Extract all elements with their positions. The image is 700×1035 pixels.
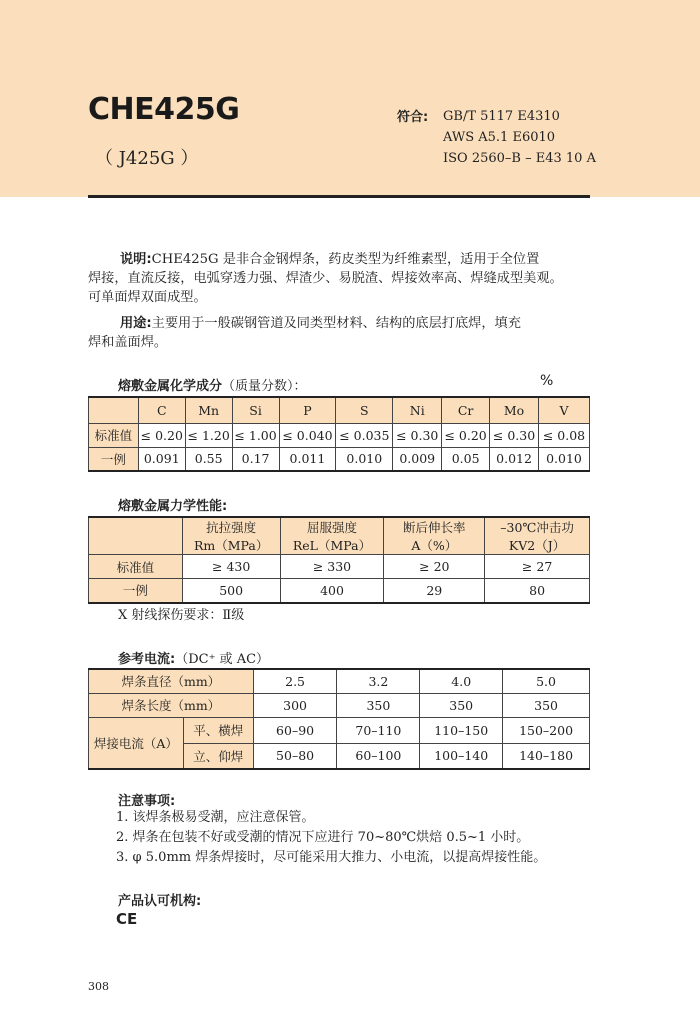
table-row — [89, 669, 590, 693]
notes-title: 注意事项: — [118, 794, 176, 809]
flat-cell: 70–110 — [337, 717, 420, 743]
table-row — [89, 717, 590, 743]
mech-cell: 标准值 — [89, 555, 183, 579]
chem-cell: 0.010 — [336, 447, 393, 471]
vert-cell: 60–100 — [337, 743, 420, 769]
mech-cell: ≥ 20 — [384, 555, 485, 579]
mech-cell: ≥ 330 — [280, 555, 384, 579]
mech-header: –30℃冲击功 KV2（J） — [485, 517, 590, 555]
chem-cell: 0.012 — [490, 447, 539, 471]
chem-cell: ≤ 0.30 — [393, 423, 442, 447]
notes-list — [116, 808, 546, 868]
current-table — [88, 668, 590, 770]
chem-header — [89, 397, 139, 423]
usage-label: 用途: — [120, 316, 152, 331]
chem-title: 熔敷金属化学成分（质量分数）： — [118, 379, 307, 394]
cert-title: 产品认可机构: — [118, 894, 202, 909]
chem-cell: ≤ 0.035 — [336, 423, 393, 447]
description-line: 可单面焊双面成型。 — [88, 290, 207, 305]
xray-requirement: X 射线探伤要求：Ⅱ级 — [118, 608, 245, 623]
table-row — [89, 579, 590, 603]
standards-label: 符合: — [397, 110, 429, 125]
diameter-label: 焊条直径（mm） — [89, 669, 254, 693]
mech-table — [88, 516, 590, 604]
vert-cell: 100–140 — [420, 743, 503, 769]
chem-table — [88, 396, 590, 472]
mech-header: 抗拉强度 Rm（MPa） — [182, 517, 280, 555]
chem-cell: ≤ 1.00 — [232, 423, 279, 447]
diameter-cell: 4.0 — [420, 669, 503, 693]
chem-header: Mo — [490, 397, 539, 423]
page-number: 308 — [88, 980, 109, 993]
length-cell: 350 — [503, 693, 590, 717]
chem-header: V — [539, 397, 590, 423]
chem-cell: 标准值 — [89, 423, 139, 447]
current-label: 焊接电流（A） — [89, 717, 184, 769]
chem-header: Cr — [442, 397, 490, 423]
length-cell: 300 — [253, 693, 337, 717]
usage-line: 焊和盖面焊。 — [88, 335, 168, 350]
chem-cell: 0.05 — [442, 447, 490, 471]
vert-cell: 50–80 — [253, 743, 337, 769]
description — [88, 250, 594, 307]
note-item: 2. 焊条在包装不好或受潮的情况下应进行 70~80℃烘焙 0.5~1 小时。 — [116, 830, 530, 845]
mech-cell: 80 — [485, 579, 590, 603]
mech-cell: ≥ 430 — [182, 555, 280, 579]
chem-header: Mn — [185, 397, 232, 423]
table-row — [89, 447, 590, 471]
mech-header: 断后伸长率 A（%） — [384, 517, 485, 555]
diameter-cell: 3.2 — [337, 669, 420, 693]
mech-title: 熔敷金属力学性能: — [118, 499, 228, 514]
length-label: 焊条长度（mm） — [89, 693, 254, 717]
chem-cell: ≤ 0.20 — [442, 423, 490, 447]
chem-cell: 0.091 — [138, 447, 185, 471]
mech-header: 屈服强度 ReL（MPa） — [280, 517, 384, 555]
table-row — [89, 423, 590, 447]
note-item: 1. 该焊条极易受潮，应注意保管。 — [116, 810, 315, 825]
length-cell: 350 — [337, 693, 420, 717]
description-line: 焊接，直流反接，电弧穿透力强、焊渣少、易脱渣、焊接效率高、焊缝成型美观。 — [88, 271, 563, 286]
flat-cell: 150–200 — [503, 717, 590, 743]
length-cell: 350 — [420, 693, 503, 717]
description-label: 说明: — [120, 252, 152, 267]
chem-cell: ≤ 0.040 — [279, 423, 336, 447]
chem-cell: 0.011 — [279, 447, 336, 471]
mech-cell: 一例 — [89, 579, 183, 603]
chem-cell: ≤ 0.08 — [539, 423, 590, 447]
description-line: CHE425G 是非合金钢焊条，药皮类型为纤维素型，适用于全位置 — [151, 252, 540, 267]
mech-cell: 29 — [384, 579, 485, 603]
mech-cell: 400 — [280, 579, 384, 603]
mech-cell: ≥ 27 — [485, 555, 590, 579]
chem-cell: 0.55 — [185, 447, 232, 471]
table-row — [89, 555, 590, 579]
header-rule — [88, 195, 590, 198]
chem-header: P — [279, 397, 336, 423]
flat-cell: 110–150 — [420, 717, 503, 743]
alt-model: （ J425G ） — [95, 148, 199, 169]
note-item: 3. φ 5.0mm 焊条焊接时，尽可能采用大推力、小电流，以提高焊接性能。 — [116, 850, 547, 865]
diameter-cell: 2.5 — [253, 669, 337, 693]
flat-label: 平、横焊 — [183, 717, 253, 743]
flat-cell: 60–90 — [253, 717, 337, 743]
usage-line: 主要用于一般碳钢管道及同类型材料、结构的底层打底焊，填充 — [151, 316, 521, 331]
standard-item: AWS A5.1 E6010 — [443, 130, 556, 145]
chem-cell: 0.17 — [232, 447, 279, 471]
chem-header: Ni — [393, 397, 442, 423]
chem-unit: % — [540, 373, 554, 389]
chem-cell: 0.009 — [393, 447, 442, 471]
product-model: CHE425G — [88, 92, 240, 127]
table-row — [89, 693, 590, 717]
standards-list — [443, 106, 596, 169]
usage — [88, 314, 594, 352]
standard-item: GB/T 5117 E4310 — [443, 109, 560, 124]
vert-cell: 140–180 — [503, 743, 590, 769]
ce-mark-icon: CE — [116, 910, 138, 928]
chem-cell: ≤ 1.20 — [185, 423, 232, 447]
chem-cell: 0.010 — [539, 447, 590, 471]
chem-cell: ≤ 0.20 — [138, 423, 185, 447]
chem-header: S — [336, 397, 393, 423]
chem-header: C — [138, 397, 185, 423]
chem-header: Si — [232, 397, 279, 423]
mech-header — [89, 517, 183, 555]
vert-label: 立、仰焊 — [183, 743, 253, 769]
standard-item: ISO 2560–B – E43 10 A — [443, 151, 596, 166]
current-title: 参考电流:（DC⁺ 或 AC） — [118, 652, 270, 667]
chem-cell: 一例 — [89, 447, 139, 471]
mech-cell: 500 — [182, 579, 280, 603]
diameter-cell: 5.0 — [503, 669, 590, 693]
chem-cell: ≤ 0.30 — [490, 423, 539, 447]
